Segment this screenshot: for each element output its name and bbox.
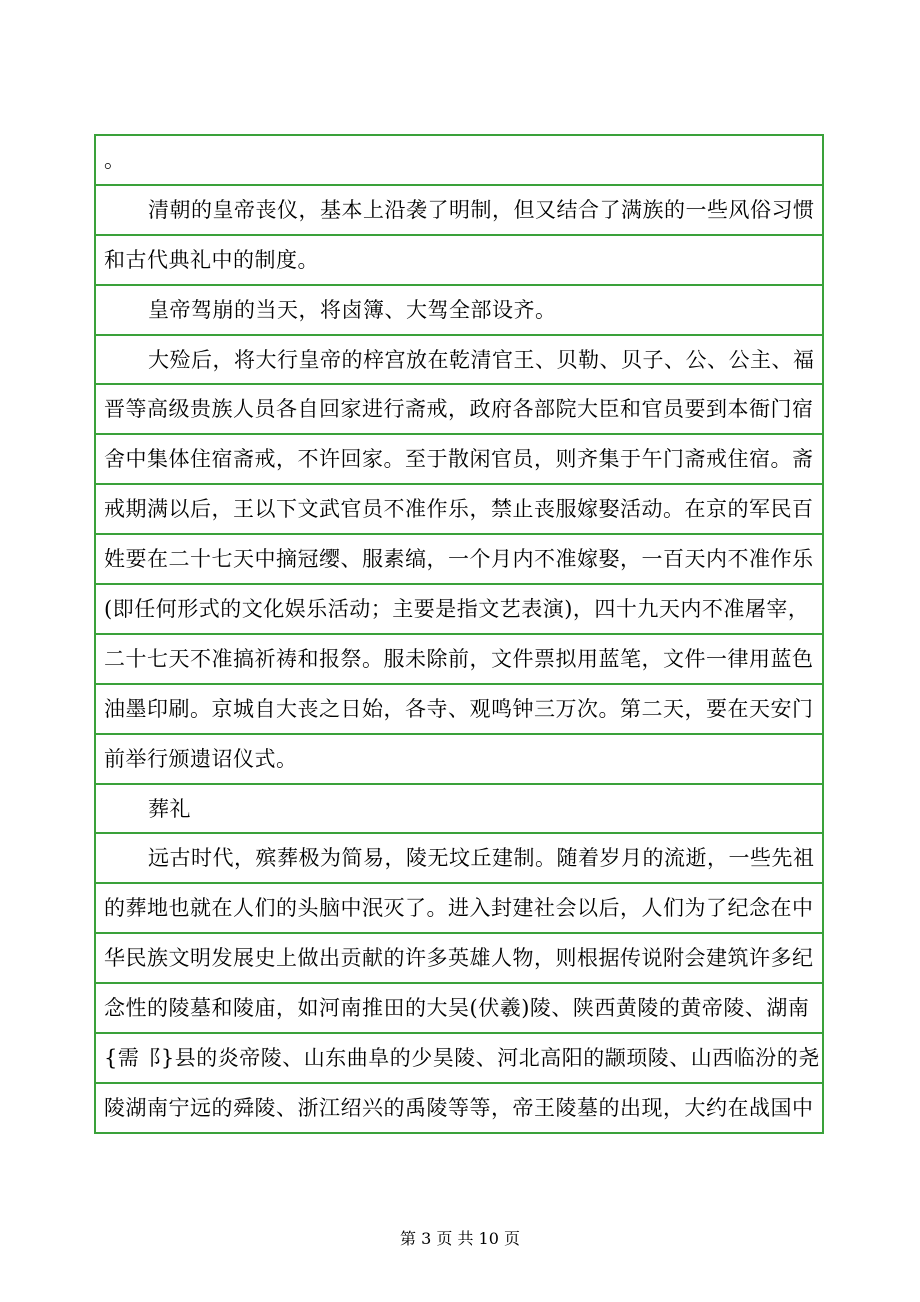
text-line: 前举行颁遗诏仪式。	[94, 735, 824, 785]
text-line: 。	[94, 136, 824, 186]
text-line: 华民族文明发展史上做出贡献的许多英雄人物，则根据传说附会建筑许多纪	[94, 934, 824, 984]
text-line: 清朝的皇帝丧仪，基本上沿袭了明制，但又结合了满族的一些风俗习惯	[94, 186, 824, 236]
text-line: 皇帝驾崩的当天，将卤簿、大驾全部设齐。	[94, 286, 824, 336]
page-number: 第 3 页 共 10 页	[400, 1229, 520, 1248]
section-heading: 葬礼	[94, 785, 824, 835]
text-line: 大殓后，将大行皇帝的梓宫放在乾清官王、贝勒、贝子、公、公主、福	[94, 336, 824, 386]
text-line: 舍中集体住宿斋戒，不许回家。至于散闲官员，则齐集于午门斋戒住宿。斋	[94, 435, 824, 485]
text-line: 念性的陵墓和陵庙，如河南推田的大吴(伏羲)陵、陕西黄陵的黄帝陵、湖南	[94, 984, 824, 1034]
text-line: 姓要在二十七天中摘冠缨、服素缟，一个月内不准嫁娶，一百天内不准作乐	[94, 535, 824, 585]
text-line: 陵湖南宁远的舜陵、浙江绍兴的禹陵等等，帝王陵墓的出现，大约在战国中	[94, 1084, 824, 1134]
text-line: 戒期满以后，王以下文武官员不准作乐，禁止丧服嫁娶活动。在京的军民百	[94, 485, 824, 535]
text-line: 的葬地也就在人们的头脑中泯灭了。进入封建社会以后，人们为了纪念在中	[94, 884, 824, 934]
text-line: (即任何形式的文化娱乐活动；主要是指文艺表演)，四十九天内不准屠宰，	[94, 585, 824, 635]
text-line: {需⻏}县的炎帝陵、山东曲阜的少昊陵、河北高阳的颛顼陵、山西临汾的尧	[94, 1034, 824, 1084]
text-line: 二十七天不准搞祈祷和报祭。服未除前，文件票拟用蓝笔，文件一律用蓝色	[94, 635, 824, 685]
text-line: 远古时代，殡葬极为简易，陵无坟丘建制。随着岁月的流逝，一些先祖	[94, 834, 824, 884]
text-line: 油墨印刷。京城自大丧之日始，各寺、观鸣钟三万次。第二天，要在天安门	[94, 685, 824, 735]
text-line: 晋等高级贵族人员各自回家进行斋戒，政府各部院大臣和官员要到本衙门宿	[94, 385, 824, 435]
ruled-text-box	[94, 134, 824, 1134]
text-line: 和古代典礼中的制度。	[94, 236, 824, 286]
